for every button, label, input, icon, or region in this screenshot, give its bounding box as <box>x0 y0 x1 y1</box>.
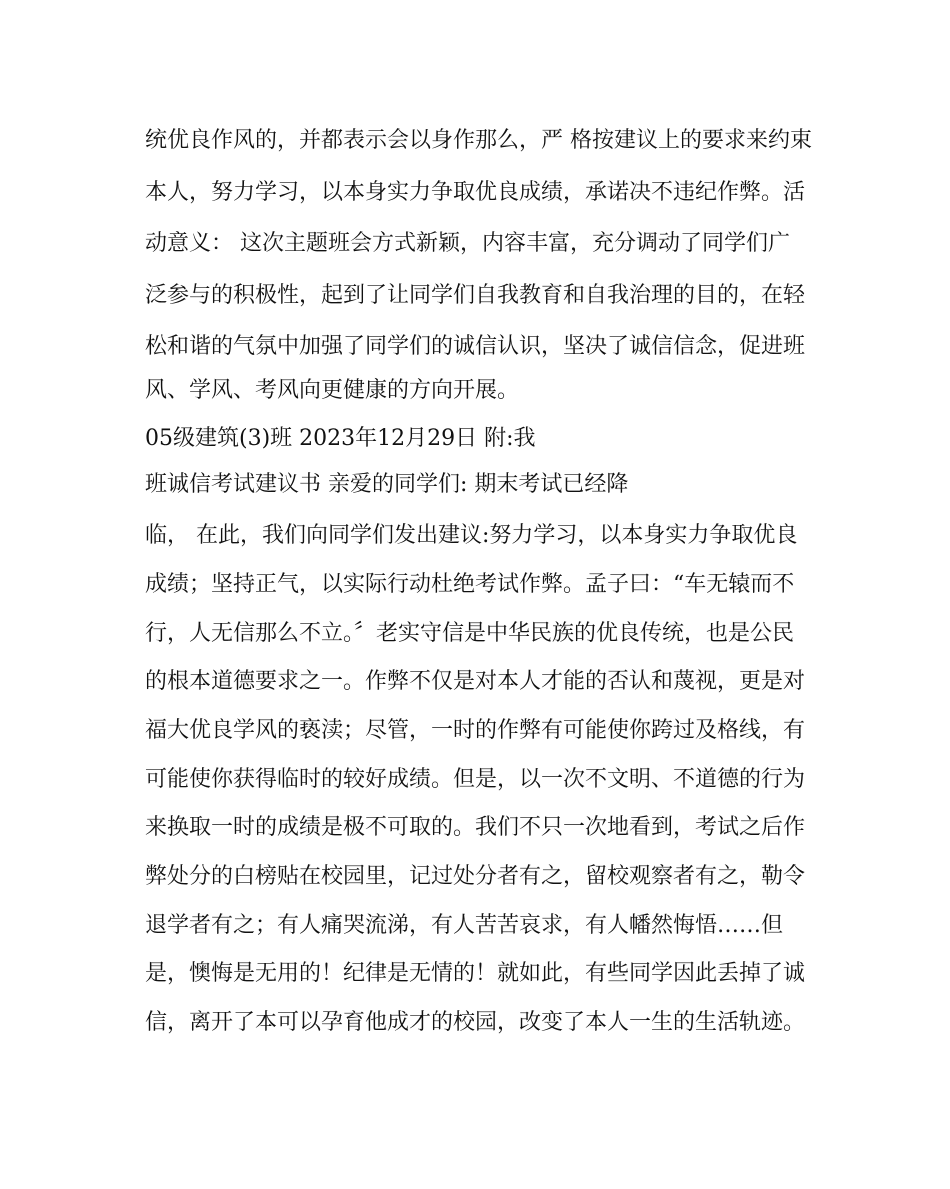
text-line: 班诚信考试建议书 亲爱的同学们: 期末考试已经降 <box>145 472 629 497</box>
text-line: 可能使你获得临时的较好成绩。但是，以一次不文明、不道德的行为 <box>145 767 806 792</box>
text-line: 来换取一时的成绩是极不可取的。我们不只一次地看到，考试之后作 <box>145 815 806 840</box>
text-line: 的根本道德要求之一。作弊不仅是对本人才能的否认和蔑视，更是对 <box>145 669 806 694</box>
text-line: 行，人无信那么不立。〞老实守信是中华民族的优良传统，也是公民 <box>145 621 795 646</box>
text-line: 退学者有之；有人痛哭流涕，有人苦苦哀求，有人幡然悔悟……但 <box>145 913 784 938</box>
text-line: 成绩；坚持正气，以实际行动杜绝考试作弊。孟子曰：“车无辕而不 <box>145 572 795 597</box>
text-line: 是，懊悔是无用的！纪律是无情的！就如此，有些同学因此丢掉了诚 <box>145 961 806 986</box>
text-line: 松和谐的气氛中加强了同学们的诚信认识，坚决了诚信信念，促进班 <box>145 334 806 359</box>
text-line: 信，离开了本可以孕育他成才的校园，改变了本人一生的生活轨迹。 <box>145 1010 806 1035</box>
text-line: 弊处分的白榜贴在校园里，记过处分者有之，留校观察者有之，勒令 <box>145 864 806 889</box>
text-line: 泛参与的积极性，起到了让同学们自我教育和自我治理的目的，在轻 <box>145 283 806 308</box>
text-line: 05级建筑(3)班 2023年12月29日 附:我 <box>145 426 536 451</box>
text-line: 统优良作风的，并都表示会以身作那么，严 格按建议上的要求来约束 <box>145 128 812 153</box>
text-line: 福大优良学风的亵渎；尽管，一时的作弊有可能使你跨过及格线，有 <box>145 718 806 743</box>
text-line: 临， 在此，我们向同学们发出建议:努力学习，以本身实力争取优良 <box>145 523 798 548</box>
text-line: 本人，努力学习，以本身实力争取优良成绩，承诺决不违纪作弊。活 <box>145 180 806 205</box>
text-line: 动意义： 这次主题班会方式新颖，内容丰富，充分调动了同学们广 <box>145 231 790 256</box>
text-line: 风、学风、考风向更健康的方向开展。 <box>145 378 520 403</box>
